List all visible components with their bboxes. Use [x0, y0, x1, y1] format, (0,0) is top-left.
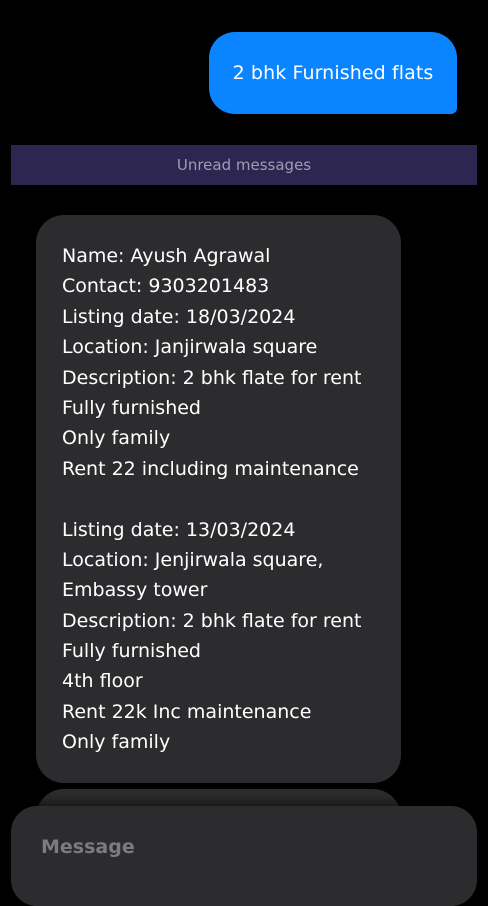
message-line-furnishing-2: Fully furnished [62, 640, 201, 663]
message-line-furnishing: Fully furnished [62, 396, 201, 419]
message-line-description: Description: 2 bhk flate for rent [62, 366, 362, 389]
unread-messages-label: Unread messages [176, 156, 312, 174]
message-line-tenant-type: Only family [62, 427, 171, 450]
unread-messages-divider [11, 145, 477, 185]
message-blank-line [62, 484, 381, 514]
message-line-tenant-type-2: Only family [62, 731, 171, 754]
message-line-building: Embassy tower [62, 579, 208, 602]
outgoing-message-text: 2 bhk Furnished flats [232, 62, 434, 84]
message-line-location: Location: Janjirwala square [62, 336, 318, 359]
message-line-contact: Contact: 9303201483 [62, 275, 270, 298]
message-line-description-2: Description: 2 bhk flate for rent [62, 609, 362, 632]
message-line-floor: 4th floor [62, 670, 143, 693]
message-line-location-2: Location: Jenjirwala square, [62, 548, 324, 571]
message-composer [11, 806, 477, 906]
message-line-name: Name: Ayush Agrawal [62, 245, 271, 267]
message-line-listing-date-2: Listing date: 13/03/2024 [62, 518, 296, 541]
outgoing-message-bubble[interactable] [209, 32, 457, 114]
message-line-listing-date: Listing date: 18/03/2024 [62, 305, 296, 328]
incoming-message-bubble[interactable] [36, 215, 401, 783]
message-line-rent: Rent 22 including maintenance [62, 457, 359, 480]
message-line-rent-2: Rent 22k Inc maintenance [62, 700, 312, 723]
message-input[interactable] [41, 832, 441, 862]
